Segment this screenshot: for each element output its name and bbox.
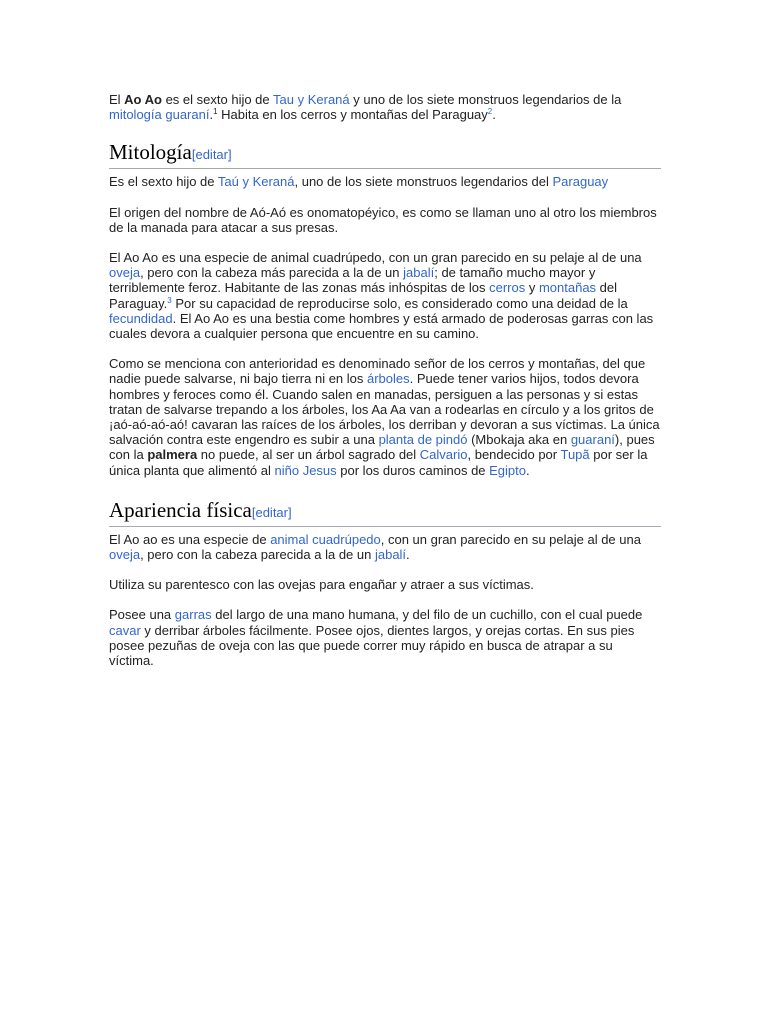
wiki-link[interactable]: Paraguay [552,174,609,190]
text-run: Utiliza su parentesco con las ovejas para engañar y atraer a sus víctimas. [109,577,534,593]
section-heading-mitologia [109,140,661,169]
text-run: . [526,462,530,478]
reference-link[interactable]: 2 [487,107,493,117]
text-run: ; de tamaño mucho mayor y terriblemente feroz. Habitante de las zonas más inhóspitas de los [109,265,596,296]
section-paragraph [109,205,661,235]
section-title: Apariencia física [109,497,252,522]
text-run: es el sexto hijo de [161,92,274,107]
section-apariencia-body [109,532,661,668]
reference-link[interactable]: 3 [167,295,172,305]
section-paragraph [109,356,661,478]
wiki-link[interactable]: Egipto [489,462,527,478]
wiki-link[interactable]: planta de pindó [378,432,468,448]
edit-section-link[interactable]: editar [195,147,228,163]
wiki-link[interactable]: fecundidad [109,310,173,326]
text-run: y uno de los siete monstruos legendarios de la [349,92,622,107]
wiki-link[interactable]: guaraní [570,432,615,448]
text-run: . [492,107,496,123]
text-run: (Mbokaja aka en [467,432,571,448]
wiki-link[interactable]: mitología guaraní [109,107,210,123]
text-run: . Puede tener varios hijos, todos devora hombres y feroces como él. Cuando salen en manadas, persiguen a las personas y si estas tratan de salvarse trepando a los árboles, los Aa Aa van a rodearlas en círculo y a los gritos de ¡aó-aó-aó-aó! cavaran las raíces de los árboles, los derriban y devoran a sus víctimas. La única salvación contra este engendro es subir a una [109,371,660,448]
reference-number: 1 [213,107,218,117]
text-run: El Ao ao es una especie de [109,531,271,547]
edit-section-link[interactable]: editar [255,504,288,520]
text-run: ), pues con la [109,432,655,463]
wiki-link[interactable]: Taú y Keraná [217,174,295,190]
wiki-link[interactable]: jabalí [403,265,435,281]
bold-text: palmera [147,447,198,463]
wiki-link[interactable]: árboles [367,371,410,387]
section-paragraph [109,577,661,592]
text-run: no puede, al ser un árbol sagrado del [197,447,420,463]
edit-section-link-wrapper: [editar] [251,504,292,520]
text-run: y derribar árboles fácilmente. Posee ojos, dientes largos, y orejas cortas. En sus pies posee pezuñas de oveja con las que puede correr muy rápido en busca de atrapar a su víctima. [109,622,635,669]
section-paragraph [109,607,661,668]
text-run: por los duros caminos de [336,462,490,478]
section-paragraph [109,174,661,189]
text-run: El [109,92,125,107]
text-run: , pero con la cabeza más parecida a la de un [140,265,404,281]
text-run: Es el sexto hijo de [109,174,218,190]
section-paragraph [109,250,661,341]
text-run: , uno de los siete monstruos legendarios del [294,174,553,190]
text-run: , bendecido por [467,447,561,463]
text-run: del Paraguay. [109,280,618,311]
text-run: El origen del nombre de Aó-Aó es onomatopéyico, es como se llaman uno al otro los miembros de la manada para atacar a sus presas. [109,204,657,235]
text-run: Como se menciona con anterioridad es denominado señor de los cerros y montañas, del que nadie puede salvarse, ni bajo tierra ni en los [109,356,646,387]
wiki-link[interactable]: montañas [538,280,597,296]
wiki-link[interactable]: cerros [489,280,526,296]
text-run: Posee una [109,607,175,623]
intro-paragraph [109,92,661,122]
wiki-link[interactable]: oveja [109,265,141,281]
wiki-link[interactable]: oveja [109,547,141,563]
bold-text: Ao Ao [124,92,162,107]
text-run: por ser la única planta que alimentó al [109,447,648,478]
text-run: , pero con la cabeza parecida a la de un [140,547,375,563]
text-run: Por su capacidad de reproducirse solo, es considerado como una deidad de la [171,295,628,311]
wiki-link[interactable]: Tau y Keraná [273,92,350,107]
text-run: Habita en los cerros y montañas del Paraguay [217,107,488,123]
text-run: . [406,547,410,563]
text-run: , con un gran parecido en su pelaje al de una [380,531,641,547]
text-run: y [525,280,539,296]
text-run: . El Ao Ao es una bestia come hombres y está armado de poderosas garras con las cuales devora a cualquier persona que encuentre en su camino. [109,310,654,342]
edit-section-link-wrapper: [editar] [191,147,232,163]
wiki-link[interactable]: niño Jesus [274,462,337,478]
text-run: del largo de una mano humana, y del filo de un cuchillo, con el cual puede [211,607,643,623]
section-title: Mitología [109,140,192,165]
section-paragraph [109,532,661,562]
section-heading-apariencia [109,498,661,527]
wiki-link[interactable]: animal cuadrúpedo [270,531,381,547]
wiki-link[interactable]: garras [174,607,212,623]
text-run: . [209,107,214,123]
article-body [109,92,661,668]
text-run: El Ao Ao es una especie de animal cuadrúpedo, con un gran parecido en su pelaje al de una [109,250,642,266]
wiki-link[interactable]: Calvario [419,447,468,463]
wiki-link[interactable]: jabalí [374,547,407,563]
section-mitologia-body [109,174,661,477]
wiki-link[interactable]: Tupã [560,447,590,463]
wiki-link[interactable]: cavar [109,622,141,638]
